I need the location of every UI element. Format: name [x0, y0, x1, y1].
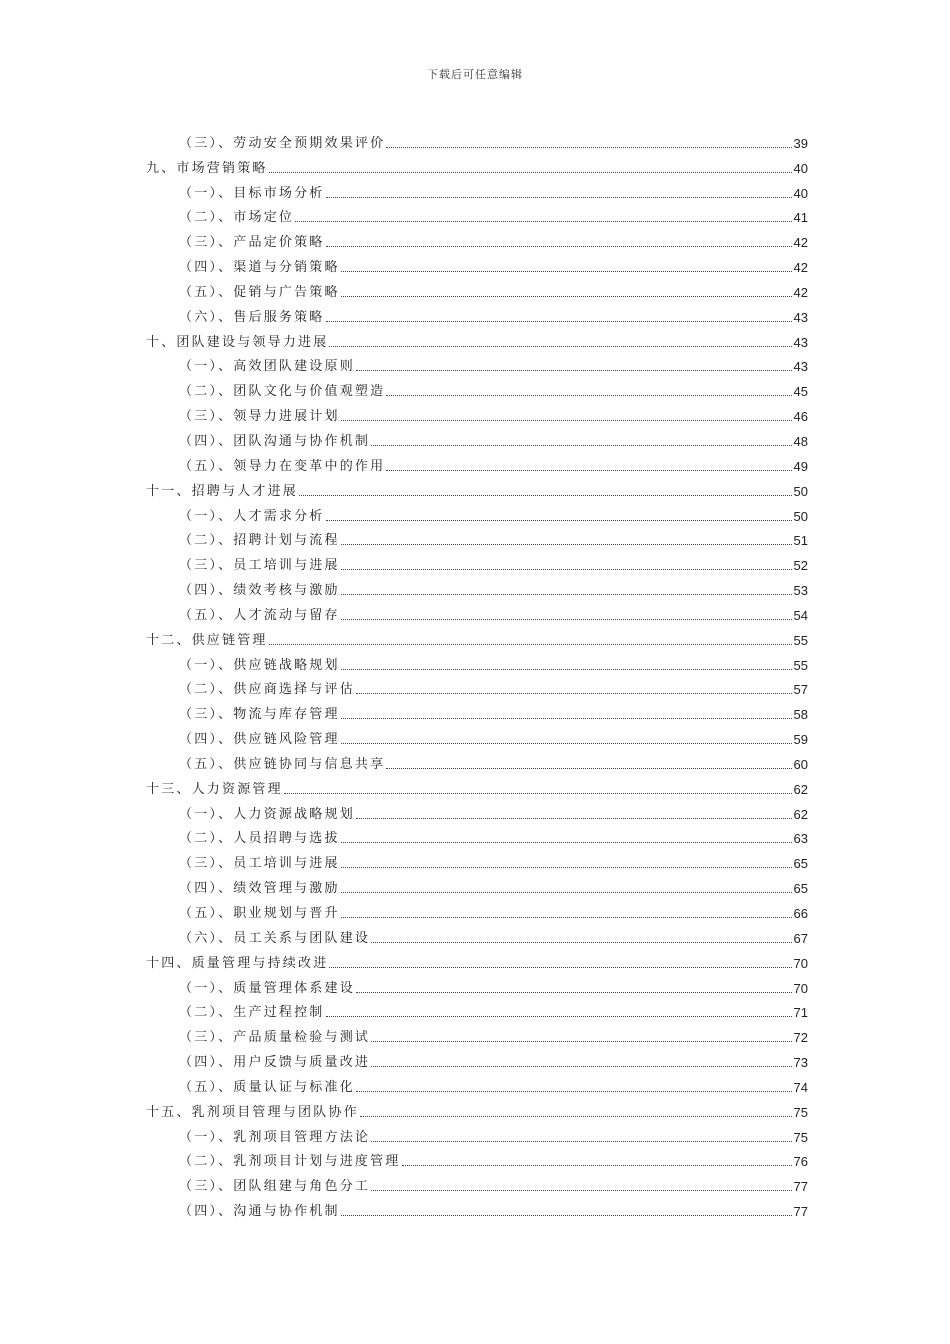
toc-page-number: 62	[793, 806, 808, 822]
toc-dot-leader	[371, 1066, 791, 1067]
toc-page-number: 75	[793, 1104, 808, 1120]
toc-section-entry[interactable]	[146, 127, 808, 152]
toc-chapter-entry[interactable]	[146, 773, 808, 798]
toc-entry-title: （五）、供应链协同与信息共享	[179, 756, 386, 772]
toc-entry-title: （三）、团队组建与角色分工	[179, 1179, 371, 1195]
toc-section-entry[interactable]	[146, 301, 808, 326]
toc-section-entry[interactable]	[146, 798, 808, 823]
toc-page-number: 70	[793, 955, 808, 971]
toc-entry-title: 十二、供应链管理	[146, 632, 268, 648]
toc-page-number: 75	[793, 1129, 808, 1145]
toc-dot-leader	[341, 743, 792, 744]
toc-section-entry[interactable]	[146, 425, 808, 450]
toc-page-number: 74	[793, 1079, 808, 1095]
toc-entry-title: 十一、招聘与人才进展	[146, 483, 299, 499]
toc-page-number: 77	[793, 1204, 808, 1220]
toc-page-number: 50	[793, 508, 808, 524]
toc-entry-title: （三）、物流与库存管理	[179, 707, 340, 723]
toc-entry-title: （四）、供应链风险管理	[179, 732, 340, 748]
toc-entry-title: （五）、促销与广告策略	[179, 284, 340, 300]
toc-page-number: 55	[793, 632, 808, 648]
toc-page-number: 70	[793, 980, 808, 996]
toc-dot-leader	[356, 992, 792, 993]
toc-page-number: 41	[793, 210, 808, 226]
toc-section-entry[interactable]	[146, 698, 808, 723]
toc-entry-title: 十三、人力资源管理	[146, 781, 283, 797]
toc-page-number: 65	[793, 881, 808, 897]
toc-page-number: 42	[793, 284, 808, 300]
toc-page-number: 72	[793, 1030, 808, 1046]
toc-page-number: 42	[793, 260, 808, 276]
toc-chapter-entry[interactable]	[146, 624, 808, 649]
toc-section-entry[interactable]	[146, 276, 808, 301]
toc-page-number: 62	[793, 781, 808, 797]
toc-dot-leader	[371, 942, 791, 943]
toc-entry-title: （一）、质量管理体系建设	[179, 980, 355, 996]
toc-section-entry[interactable]	[146, 897, 808, 922]
toc-section-entry[interactable]	[146, 202, 808, 227]
toc-entry-title: （三）、员工培训与进展	[179, 558, 340, 574]
toc-dot-leader	[341, 271, 792, 272]
toc-page-number: 40	[793, 160, 808, 176]
toc-section-entry[interactable]	[146, 549, 808, 574]
toc-entry-title: （五）、领导力在变革中的作用	[179, 458, 386, 474]
toc-entry-title: （六）、售后服务策略	[179, 309, 325, 325]
toc-dot-leader	[356, 370, 792, 371]
toc-dot-leader	[326, 321, 792, 322]
toc-dot-leader	[326, 520, 792, 521]
toc-page-number: 71	[793, 1005, 808, 1021]
toc-section-entry[interactable]	[146, 748, 808, 773]
toc-entry-title: 九、市场营销策略	[146, 160, 268, 176]
toc-entry-title: （一）、乳剂项目管理方法论	[179, 1129, 371, 1145]
toc-entry-title: （一）、供应链战略规划	[179, 657, 340, 673]
toc-entry-title: （二）、团队文化与价值观塑造	[179, 384, 386, 400]
toc-page-number: 65	[793, 856, 808, 872]
toc-dot-leader	[326, 197, 792, 198]
toc-entry-title: （三）、产品定价策略	[179, 235, 325, 251]
toc-section-entry[interactable]	[146, 1170, 808, 1195]
toc-page-number: 43	[793, 359, 808, 375]
toc-section-entry[interactable]	[146, 177, 808, 202]
toc-section-entry[interactable]	[146, 1046, 808, 1071]
toc-page-number: 50	[793, 483, 808, 499]
toc-entry-title: （四）、渠道与分销策略	[179, 260, 340, 276]
toc-dot-leader	[386, 768, 791, 769]
toc-page-number: 46	[793, 409, 808, 425]
toc-section-entry[interactable]	[146, 847, 808, 872]
toc-section-entry[interactable]	[146, 674, 808, 699]
toc-dot-leader	[386, 470, 791, 471]
toc-dot-leader	[326, 246, 792, 247]
toc-entry-title: （五）、职业规划与晋升	[179, 906, 340, 921]
toc-page-number: 51	[793, 533, 808, 549]
toc-section-entry[interactable]	[146, 872, 808, 897]
toc-entry-title: （一）、目标市场分析	[179, 185, 325, 201]
toc-section-entry[interactable]	[146, 375, 808, 400]
toc-dot-leader	[356, 818, 792, 819]
toc-section-entry[interactable]	[146, 574, 808, 599]
toc-dot-leader	[341, 718, 792, 719]
toc-page-number: 63	[793, 831, 808, 847]
toc-section-entry[interactable]	[146, 1021, 808, 1046]
toc-page-number: 58	[793, 707, 808, 723]
toc-section-entry[interactable]	[146, 1146, 808, 1171]
toc-page-number: 73	[793, 1055, 808, 1071]
toc-page-number: 53	[793, 583, 808, 599]
toc-dot-leader	[341, 296, 792, 297]
toc-entry-title: （四）、绩效考核与激励	[179, 583, 340, 599]
toc-dot-leader	[371, 1190, 791, 1191]
toc-page-number: 76	[793, 1154, 808, 1170]
toc-section-entry[interactable]	[146, 1121, 808, 1146]
toc-page-number: 42	[793, 235, 808, 251]
toc-entry-title: （四）、团队沟通与协作机制	[179, 433, 371, 449]
toc-dot-leader	[341, 917, 792, 918]
toc-section-entry[interactable]	[146, 997, 808, 1022]
toc-page-number: 43	[793, 334, 808, 350]
toc-dot-leader	[341, 544, 792, 545]
toc-page-number: 49	[793, 458, 808, 474]
toc-page-number: 40	[793, 185, 808, 201]
toc-entry-title: 十四、质量管理与持续改进	[146, 955, 329, 971]
toc-section-entry[interactable]	[146, 1195, 808, 1220]
toc-entry-title: （二）、供应商选择与评估	[179, 682, 355, 698]
toc-chapter-entry[interactable]	[146, 947, 808, 972]
toc-chapter-entry[interactable]	[146, 475, 808, 500]
toc-dot-leader	[371, 445, 791, 446]
toc-dot-leader	[341, 842, 792, 843]
toc-entry-title: （四）、沟通与协作机制	[179, 1204, 340, 1220]
toc-dot-leader	[326, 1016, 792, 1017]
toc-entry-title: （三）、产品质量检验与测试	[179, 1030, 371, 1046]
toc-dot-leader	[356, 1091, 792, 1092]
toc-page-number: 60	[793, 756, 808, 772]
toc-section-entry[interactable]	[146, 723, 808, 748]
toc-entry-title: （一）、人才需求分析	[179, 508, 325, 524]
toc-chapter-entry[interactable]	[146, 326, 808, 351]
toc-page-number: 54	[793, 607, 808, 623]
toc-dot-leader	[295, 221, 791, 222]
toc-entry-title: （二）、乳剂项目计划与进度管理	[179, 1154, 401, 1170]
toc-dot-leader	[356, 693, 792, 694]
toc-section-entry[interactable]	[146, 400, 808, 425]
toc-dot-leader	[329, 967, 791, 968]
toc-dot-leader	[386, 147, 791, 148]
toc-entry-title: （一）、人力资源战略规划	[179, 806, 355, 822]
toc-entry-title: （二）、市场定位	[179, 210, 295, 226]
toc-dot-leader	[341, 569, 792, 570]
toc-page-number: 39	[793, 135, 808, 151]
toc-dot-leader	[269, 644, 792, 645]
toc-page-number: 67	[793, 930, 808, 946]
toc-section-entry[interactable]	[146, 251, 808, 276]
toc-dot-leader	[299, 495, 792, 496]
table-of-contents	[146, 127, 808, 1220]
toc-chapter-entry[interactable]	[146, 1096, 808, 1121]
page-header: 下载后可任意编辑	[427, 68, 523, 81]
toc-entry-title: （一）、高效团队建设原则	[179, 359, 355, 375]
toc-section-entry[interactable]	[146, 649, 808, 674]
toc-dot-leader	[402, 1165, 792, 1166]
toc-dot-leader	[341, 892, 792, 893]
toc-entry-title: 十五、乳剂项目管理与团队协作	[146, 1104, 359, 1120]
toc-dot-leader	[341, 669, 792, 670]
toc-page-number: 43	[793, 309, 808, 325]
toc-section-entry[interactable]	[146, 823, 808, 848]
toc-page-number: 52	[793, 558, 808, 574]
toc-dot-leader	[341, 1215, 792, 1216]
toc-entry-title: （五）、质量认证与标准化	[179, 1079, 355, 1095]
toc-dot-leader	[360, 1116, 792, 1117]
toc-entry-title: （三）、劳动安全预期效果评价	[179, 135, 386, 151]
toc-dot-leader	[371, 1041, 791, 1042]
toc-dot-leader	[386, 395, 791, 396]
toc-page-number: 48	[793, 433, 808, 449]
toc-entry-title: （三）、员工培训与进展	[179, 856, 340, 872]
toc-entry-title: （六）、员工关系与团队建设	[179, 930, 371, 946]
toc-dot-leader	[371, 1141, 791, 1142]
toc-dot-leader	[329, 346, 791, 347]
toc-page-number: 45	[793, 384, 808, 400]
toc-entry-title: （二）、生产过程控制	[179, 1005, 325, 1021]
toc-dot-leader	[341, 420, 792, 421]
toc-section-entry[interactable]	[146, 500, 808, 525]
toc-entry-title: （四）、绩效管理与激励	[179, 881, 340, 897]
toc-page-number: 57	[793, 682, 808, 698]
toc-section-entry[interactable]	[146, 525, 808, 550]
toc-dot-leader	[341, 867, 792, 868]
toc-section-entry[interactable]	[146, 226, 808, 251]
toc-entry-title: （四）、用户反馈与质量改进	[179, 1055, 371, 1071]
toc-page-number: 66	[793, 906, 808, 921]
toc-chapter-entry[interactable]	[146, 152, 808, 177]
toc-section-entry[interactable]	[146, 450, 808, 475]
toc-entry-title: （二）、人员招聘与选拔	[179, 831, 340, 847]
toc-dot-leader	[341, 594, 792, 595]
toc-section-entry[interactable]	[146, 599, 808, 624]
toc-dot-leader	[269, 172, 792, 173]
toc-page-number: 55	[793, 657, 808, 673]
toc-section-entry[interactable]	[146, 351, 808, 376]
toc-section-entry[interactable]	[146, 922, 808, 947]
toc-section-entry[interactable]	[146, 1071, 808, 1096]
toc-entry-title: （二）、招聘计划与流程	[179, 533, 340, 549]
toc-dot-leader	[341, 619, 792, 620]
toc-entry-title: 十、团队建设与领导力进展	[146, 334, 329, 350]
toc-entry-title: （五）、人才流动与留存	[179, 607, 340, 623]
toc-page-number: 77	[793, 1179, 808, 1195]
toc-entry-title: （三）、领导力进展计划	[179, 409, 340, 425]
toc-dot-leader	[284, 793, 792, 794]
toc-page-number: 59	[793, 732, 808, 748]
toc-section-entry[interactable]	[146, 972, 808, 997]
